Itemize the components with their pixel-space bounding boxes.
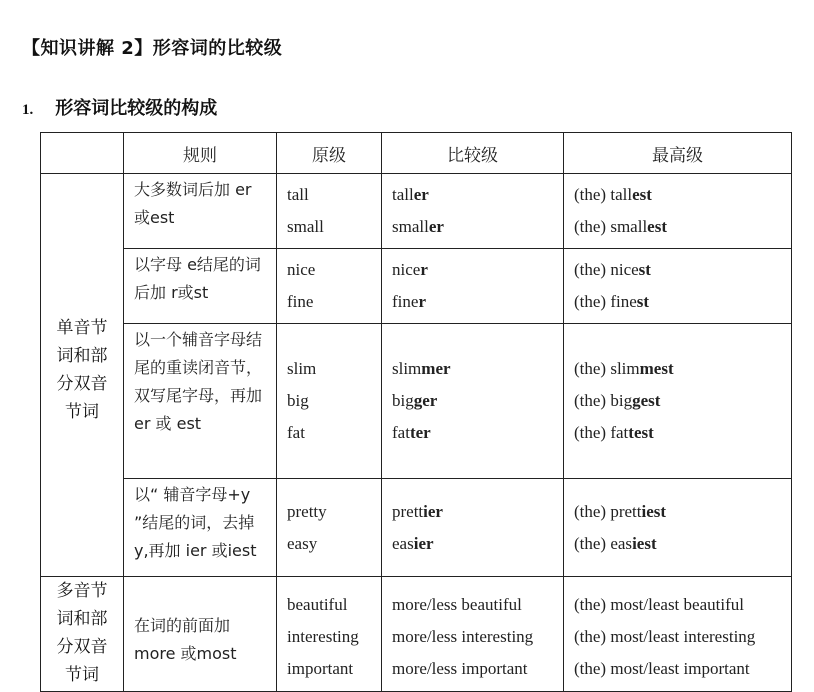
word-form: (the) nicest bbox=[574, 260, 651, 279]
suffix: r bbox=[420, 260, 428, 279]
table-header-row bbox=[41, 133, 792, 174]
header-category bbox=[41, 133, 124, 174]
word-form: small bbox=[287, 217, 324, 236]
superlative-cell bbox=[564, 174, 792, 249]
rule-cell: 以字母 e结尾的词后加 r或st bbox=[124, 249, 277, 324]
base-cell bbox=[277, 324, 382, 479]
word-form: fatter bbox=[392, 423, 431, 442]
word-form: (the) tallest bbox=[574, 185, 652, 204]
word-form: (the) finest bbox=[574, 292, 650, 311]
word-form: (the) fattest bbox=[574, 423, 654, 442]
word-form: nice bbox=[287, 260, 316, 279]
suffix: gest bbox=[632, 391, 661, 410]
word-form: big bbox=[287, 391, 309, 410]
suffix: st bbox=[636, 292, 650, 311]
suffix: ier bbox=[423, 501, 443, 521]
word-form: slimmer bbox=[392, 359, 451, 378]
word-form: taller bbox=[392, 185, 429, 204]
word-form: easier bbox=[392, 533, 434, 553]
section-heading: 【知识讲解 2】形容词的比较级 bbox=[22, 38, 283, 59]
word-form: (the) easiest bbox=[574, 533, 657, 553]
rule-cell: 以“ 辅音字母+y ”结尾的词，去掉 y,再加 ier 或iest bbox=[124, 479, 277, 577]
suffix: mer bbox=[421, 359, 451, 378]
base-cell bbox=[277, 479, 382, 577]
word-form: (the) smallest bbox=[574, 217, 667, 236]
word-form: (the) slimmest bbox=[574, 359, 674, 378]
rule-cell: 在词的前面加 more 或most bbox=[124, 577, 277, 692]
subsection-heading bbox=[22, 94, 217, 120]
comparative-cell bbox=[382, 249, 564, 324]
suffix: est bbox=[647, 217, 667, 236]
category-single-syllable: 单音节词和部分双音节词 bbox=[41, 174, 124, 577]
word-form: more/less beautiful bbox=[392, 595, 522, 614]
base-cell bbox=[277, 174, 382, 249]
table-row bbox=[41, 479, 792, 577]
word-form: pretty bbox=[287, 501, 327, 521]
table-row bbox=[41, 249, 792, 324]
header-base: 原级 bbox=[277, 133, 382, 174]
word-form: prettier bbox=[392, 501, 443, 521]
superlative-cell bbox=[564, 577, 792, 692]
superlative-cell bbox=[564, 479, 792, 577]
suffix: st bbox=[638, 260, 651, 279]
table-row bbox=[41, 577, 792, 692]
word-form: (the) most/least important bbox=[574, 659, 750, 678]
word-form: important bbox=[287, 659, 354, 678]
word-form: slim bbox=[287, 359, 317, 378]
comparative-cell bbox=[382, 324, 564, 479]
header-rule: 规则 bbox=[124, 133, 277, 174]
header-comparative: 比较级 bbox=[382, 133, 564, 174]
superlative-cell bbox=[564, 249, 792, 324]
word-form: easy bbox=[287, 533, 318, 553]
rule-cell: 以一个辅音字母结尾的重读闭音节，双写尾字母，再加 er 或 est bbox=[124, 324, 277, 479]
subsection-number: 1. bbox=[22, 102, 34, 118]
word-form: (the) most/least interesting bbox=[574, 627, 756, 646]
suffix: r bbox=[418, 292, 426, 311]
comparative-formation-table bbox=[40, 132, 792, 692]
word-form: fine bbox=[287, 292, 314, 311]
table-row bbox=[41, 324, 792, 479]
word-form: interesting bbox=[287, 627, 359, 646]
word-form: (the) biggest bbox=[574, 391, 661, 410]
word-form: bigger bbox=[392, 391, 438, 410]
word-form: more/less important bbox=[392, 659, 528, 678]
suffix: ger bbox=[413, 391, 438, 410]
word-form: beautiful bbox=[287, 595, 348, 614]
category-multi-syllable: 多音节词和部分双音节词 bbox=[41, 577, 124, 692]
comparative-cell bbox=[382, 577, 564, 692]
suffix: mest bbox=[639, 359, 674, 378]
word-form: smaller bbox=[392, 217, 444, 236]
suffix: ier bbox=[413, 533, 434, 553]
word-form: (the) prettiest bbox=[574, 501, 667, 521]
suffix: er bbox=[413, 185, 429, 204]
suffix: test bbox=[628, 423, 654, 442]
table-row bbox=[41, 174, 792, 249]
superlative-cell bbox=[564, 324, 792, 479]
suffix: iest bbox=[632, 533, 657, 553]
word-form: finer bbox=[392, 292, 426, 311]
word-form: (the) most/least beautiful bbox=[574, 595, 744, 614]
word-form: nicer bbox=[392, 260, 428, 279]
suffix: er bbox=[428, 217, 444, 236]
word-form: more/less interesting bbox=[392, 627, 534, 646]
comparative-cell bbox=[382, 479, 564, 577]
subsection-title: 形容词比较级的构成 bbox=[55, 98, 218, 119]
word-form: tall bbox=[287, 185, 309, 204]
word-form: fat bbox=[287, 423, 305, 442]
base-cell bbox=[277, 249, 382, 324]
suffix: est bbox=[632, 185, 652, 204]
comparative-cell bbox=[382, 174, 564, 249]
suffix: iest bbox=[641, 501, 667, 521]
rule-cell: 大多数词后加 er 或est bbox=[124, 174, 277, 249]
base-cell bbox=[277, 577, 382, 692]
suffix: ter bbox=[409, 423, 431, 442]
header-superlative: 最高级 bbox=[564, 133, 792, 174]
